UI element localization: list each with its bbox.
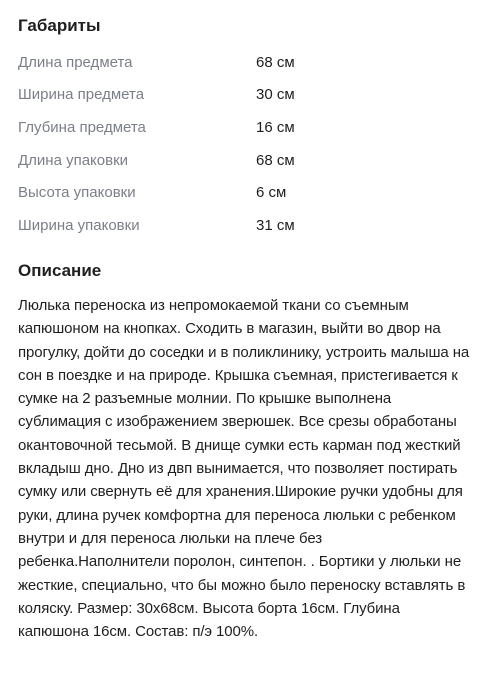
- dimensions-table: [18, 46, 458, 242]
- dimension-row-item-width: [18, 79, 458, 112]
- dimension-label: Ширина упаковки: [18, 216, 140, 234]
- dimension-label: Ширина предмета: [18, 86, 145, 104]
- dimension-value: 68 см: [256, 53, 295, 71]
- dimension-value: 68 см: [256, 151, 295, 169]
- description-title: Описание: [18, 261, 102, 280]
- dimension-row-package-length: [18, 144, 458, 177]
- dimension-label: Высота упаковки: [18, 184, 136, 202]
- description-text: Люлька переноска из непромокаемой ткани со съемным капюшоном на кнопках. Сходить в магазин, выйти во двор на прогулку, дойти до соседки и в поликлинику, устроить малыша на сон в поездке и на природе. Крышка съемная, пристегивается к сумке на 2 разъемные молнии. По крышке выполнена сублимация с изображением зверюшек. Все срезы обработаны окантовочной тесьмой. В днище сумки есть карман под жесткий вкладыш дно. Дно из двп вынимается, что позволяет постирать сумку или свернуть её для хранения.Широкие ручки удобны для руки, длина ручек комфортна для переноса люльки с ребенком внутри и для переноса люльки на плече без ребенка.Наполнители поролон, синтепон. . Бортики у люльки не жесткие, специально, что бы можно было переноску вставлять в коляску. Размер: 30х68см. Высота борта 16см. Глубина капюшона 16см. Состав: п/э 100%.: [18, 297, 470, 641]
- dimension-label: Глубина предмета: [18, 118, 146, 136]
- dimension-row-item-depth: [18, 111, 458, 144]
- dimension-value: 16 см: [256, 118, 295, 136]
- dimension-value: 31 см: [256, 216, 295, 234]
- dimensions-title: Габариты: [18, 16, 101, 35]
- dimension-value: 30 см: [256, 86, 295, 104]
- dimension-value: 6 см: [256, 184, 287, 202]
- dimension-row-package-width: [18, 209, 458, 242]
- dimension-label: Длина предмета: [18, 53, 133, 71]
- dimension-row-item-length: [18, 46, 458, 79]
- dimension-row-package-height: [18, 176, 458, 209]
- dimension-label: Длина упаковки: [18, 151, 129, 169]
